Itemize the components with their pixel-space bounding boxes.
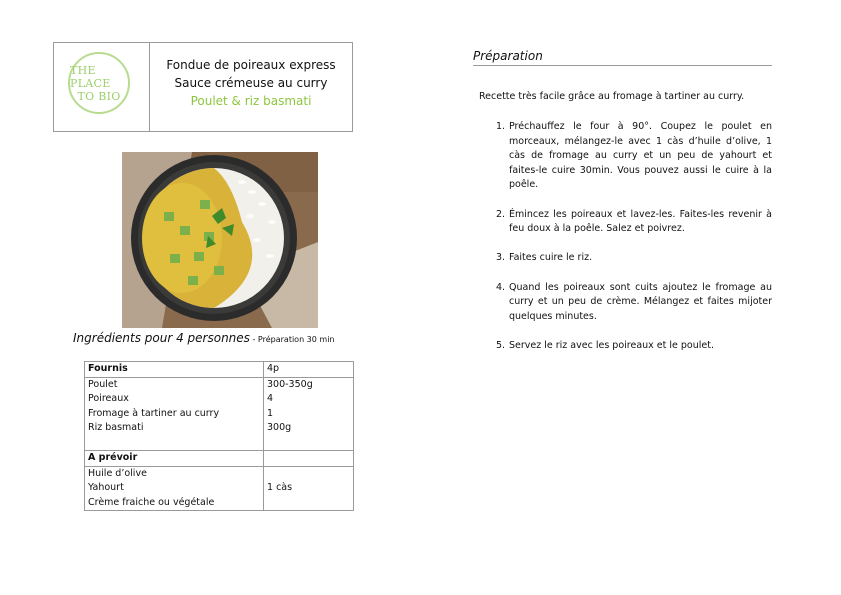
ingredients-title: Ingrédients pour 4 personnes (73, 331, 250, 345)
provided-items-cell (85, 377, 264, 451)
ingredient-quantity: 300g (267, 422, 292, 433)
preparation-step (496, 208, 772, 237)
step-number: 3. (496, 252, 506, 264)
ingredients-heading (73, 331, 335, 345)
ingredients-table (84, 361, 354, 511)
table-row (85, 362, 354, 378)
bring-header-blank (264, 451, 354, 467)
ingredient-name: Poireaux (88, 393, 129, 404)
preparation-step (496, 339, 772, 354)
preparation-steps (496, 120, 772, 368)
step-text: Préchauffez le four à 90°. Coupez le poulet en morceaux, mélangez-le avec 1 càs d’huile d’olive, 1 càs de fromage au curry et un peu de yahourt et faites-le cuire 30min. Vous pouvez aussi le cuire à la poêle. (509, 121, 772, 191)
recipe-titles (151, 56, 351, 110)
portion-header: 4p (264, 362, 354, 378)
preparation-step (496, 120, 772, 193)
preparation-title: Préparation (473, 49, 772, 66)
step-number: 4. (496, 281, 506, 293)
step-text: Servez le riz avec les poireaux et le poulet. (509, 339, 714, 351)
ingredients-separator: - (249, 335, 258, 344)
brand-logo (68, 52, 130, 114)
step-text: Faites cuire le riz. (509, 252, 593, 264)
step-number: 1. (496, 121, 506, 132)
preparation-step (496, 251, 772, 266)
provided-quantities-cell (264, 377, 354, 451)
header-divider (149, 42, 150, 132)
empty-line (88, 436, 260, 451)
recipe-accent-title: Poulet & riz basmati (190, 94, 312, 108)
bring-items-cell (85, 466, 264, 511)
ingredient-quantity: 1 càs (267, 482, 293, 493)
ingredient-quantity: 300-350g (267, 378, 313, 390)
preparation-step (496, 281, 772, 325)
ingredient-name: Poulet (88, 378, 118, 390)
step-number: 5. (496, 339, 506, 351)
ingredient-quantity: 4 (267, 393, 274, 404)
bring-header: A prévoir (85, 451, 264, 467)
ingredient-quantity: 1 (267, 407, 274, 419)
step-text: Quand les poireaux sont cuits ajoutez le fromage au curry et un peu de crème. Mélangez et faites mijoter quelques minutes. (509, 281, 772, 322)
empty-line (267, 467, 350, 482)
preparation-intro: Recette très facile grâce au fromage à tartiner au curry. (479, 91, 745, 102)
recipe-subtitle: Sauce crémeuse au curry (174, 76, 328, 90)
ingredient-name: Fromage à tartiner au curry (88, 407, 220, 419)
ingredient-name: Crème fraiche ou végétale (88, 496, 215, 508)
bring-quantities-cell (264, 466, 354, 511)
logo-text-line2: TO BIO (77, 89, 121, 103)
ingredient-name: Yahourt (88, 482, 124, 493)
recipe-title: Fondue de poireaux express (166, 58, 336, 72)
curry-dish-photo (122, 152, 318, 328)
step-text: Émincez les poireaux et lavez-les. Faites-les revenir à feu doux à la poêle. Salez et poivrez. (509, 208, 772, 235)
table-row (85, 377, 354, 451)
table-row (85, 451, 354, 467)
provided-header: Fournis (85, 362, 264, 378)
table-row (85, 466, 354, 511)
ingredient-name: Huile d’olive (88, 467, 147, 479)
step-number: 2. (496, 208, 506, 220)
ingredient-name: Riz basmati (88, 422, 144, 433)
curry-dish-illustration (122, 152, 318, 328)
logo-text-line1: THE PLACE (70, 63, 111, 90)
preparation-time: Préparation 30 min (257, 335, 335, 344)
